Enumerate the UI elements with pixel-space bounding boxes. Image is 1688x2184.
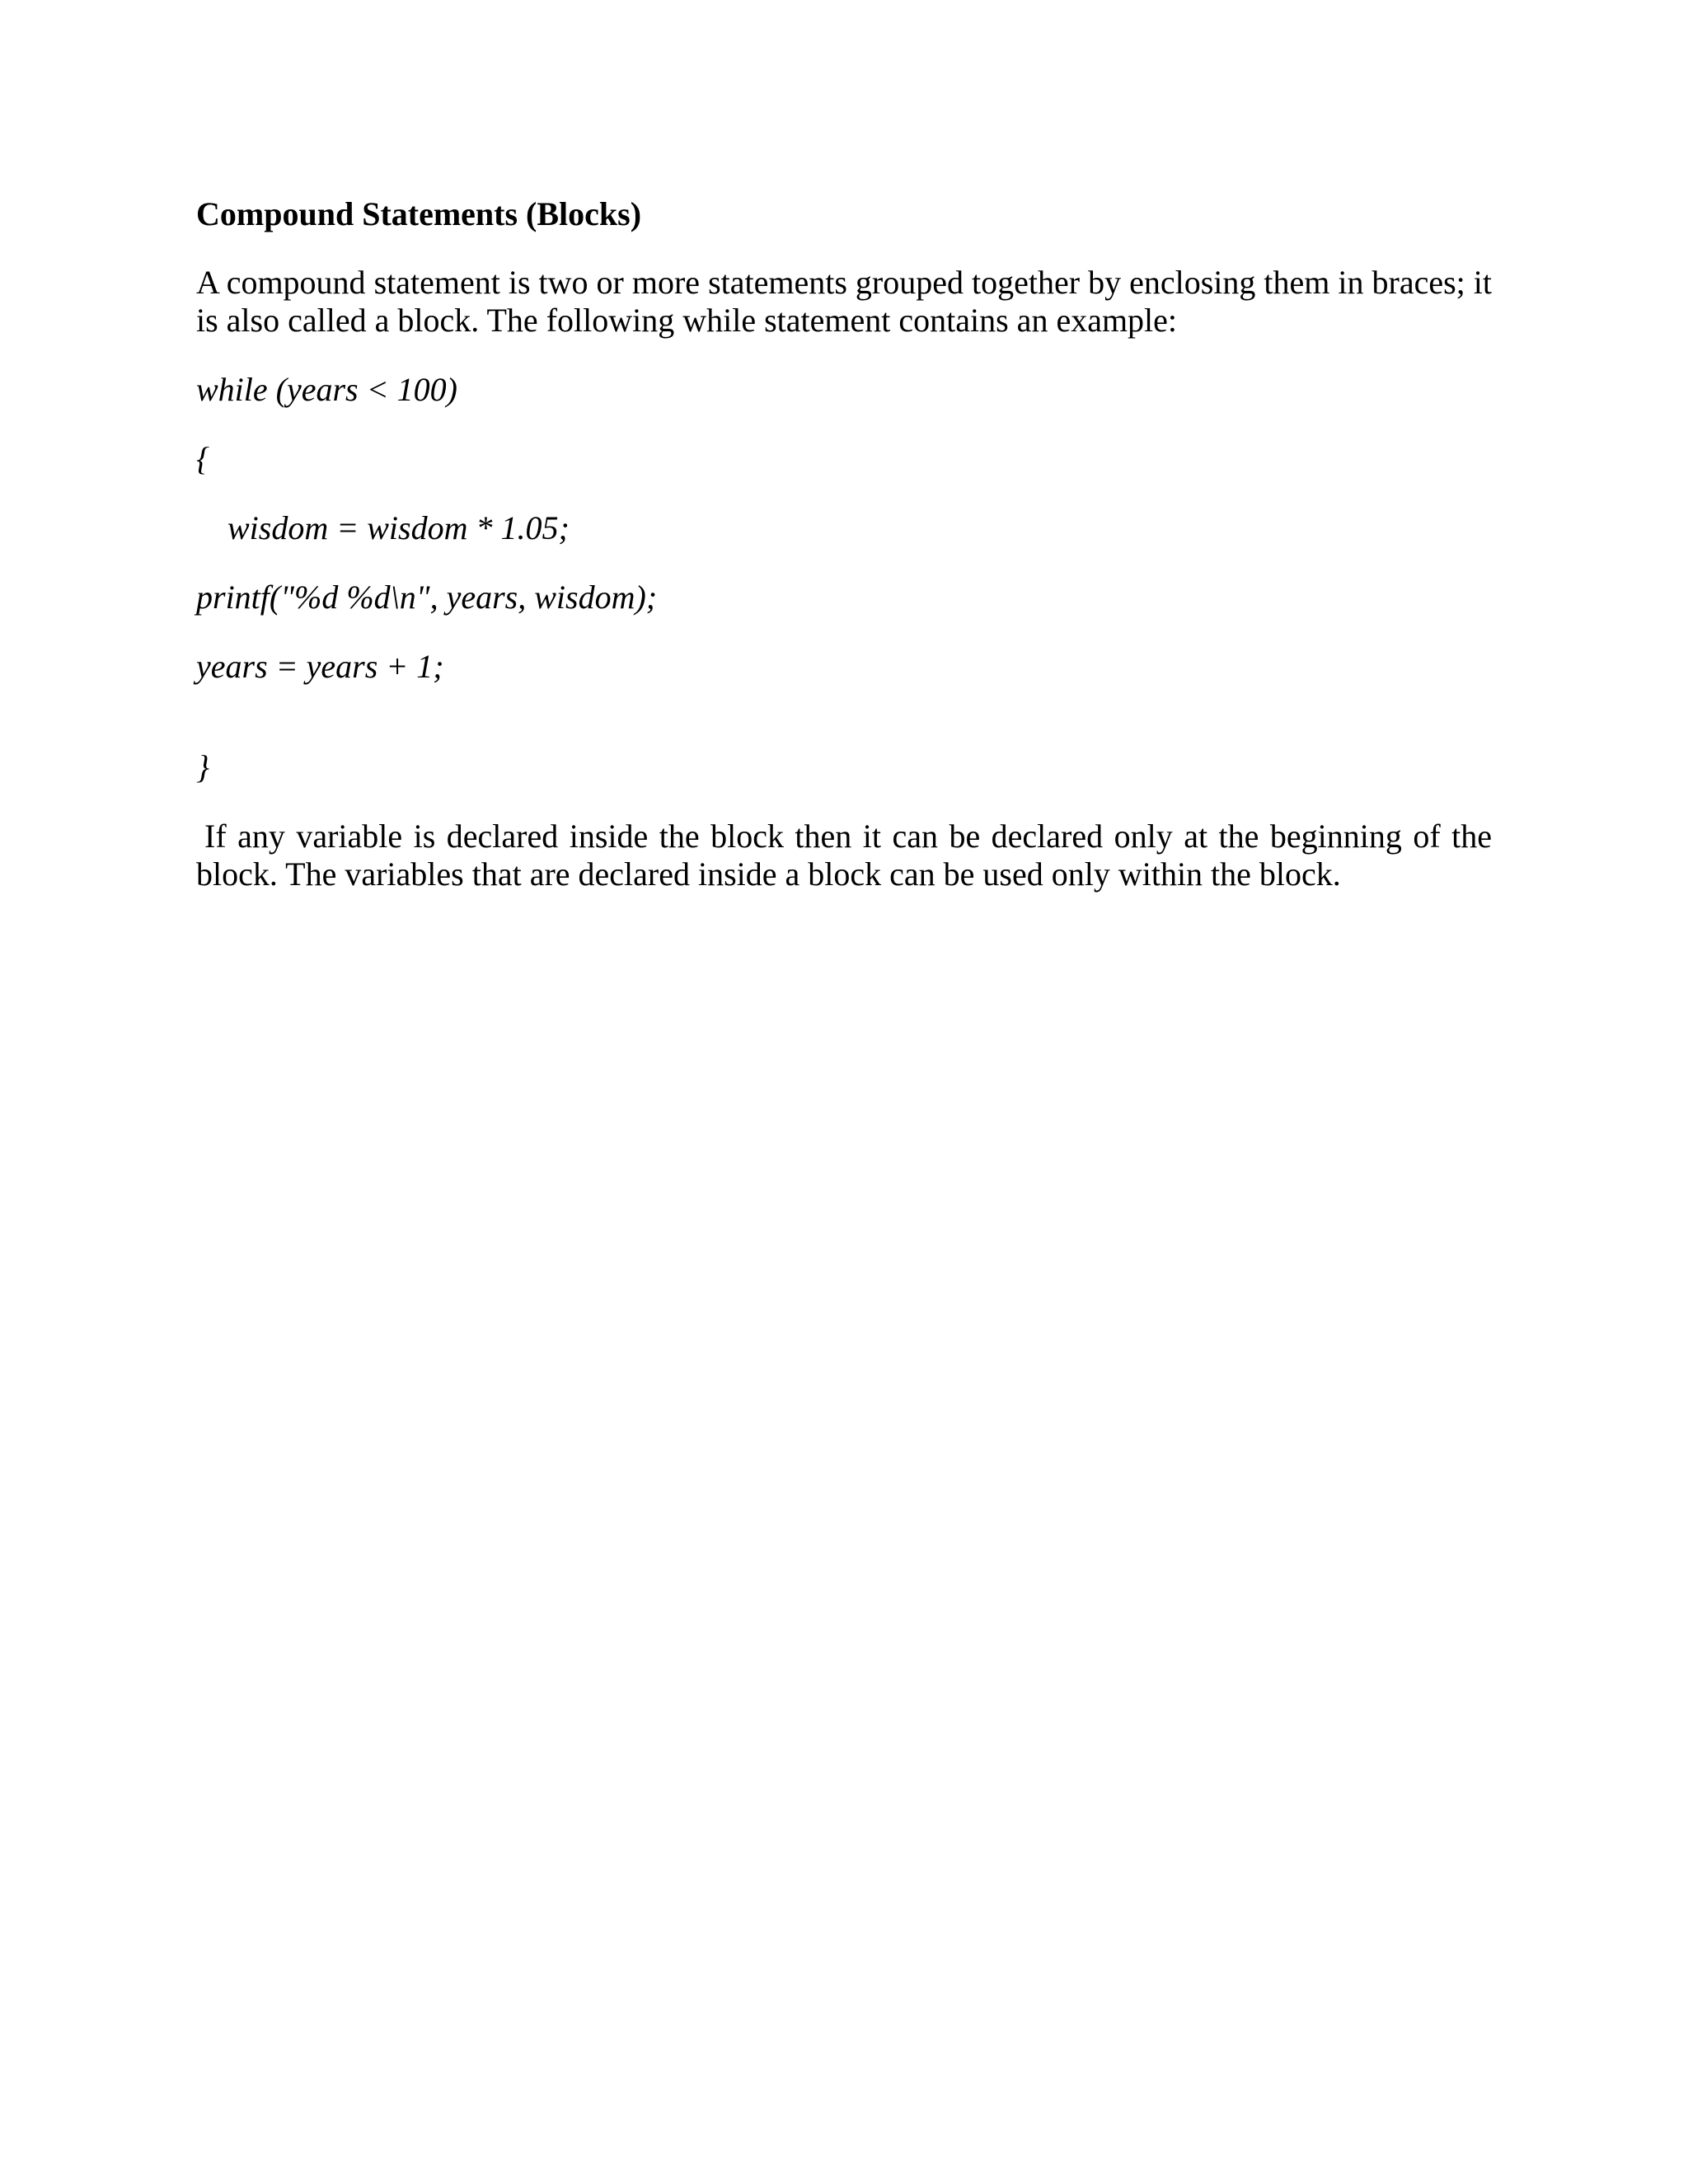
code-years-line: years = years + 1; <box>196 648 444 685</box>
code-printf-line: printf("%d %d\n", years, wisdom); <box>196 579 658 616</box>
closing-paragraph: If any variable is declared inside the block then it can be declared only at the beginning of the block. The variables that are declared inside a block can be used only within the block. <box>196 818 1492 893</box>
code-open-brace: { <box>196 440 209 477</box>
document-content <box>196 194 1492 893</box>
code-wisdom-line: wisdom = wisdom * 1.05; <box>227 509 570 546</box>
section-heading: Compound Statements (Blocks) <box>196 195 642 232</box>
code-close-brace: } <box>196 748 209 785</box>
code-while-line: while (years < 100) <box>196 371 457 408</box>
intro-paragraph: A compound statement is two or more statements grouped together by enclosing them in braces; it is also called a block. The following while statement contains an example: <box>196 264 1492 339</box>
